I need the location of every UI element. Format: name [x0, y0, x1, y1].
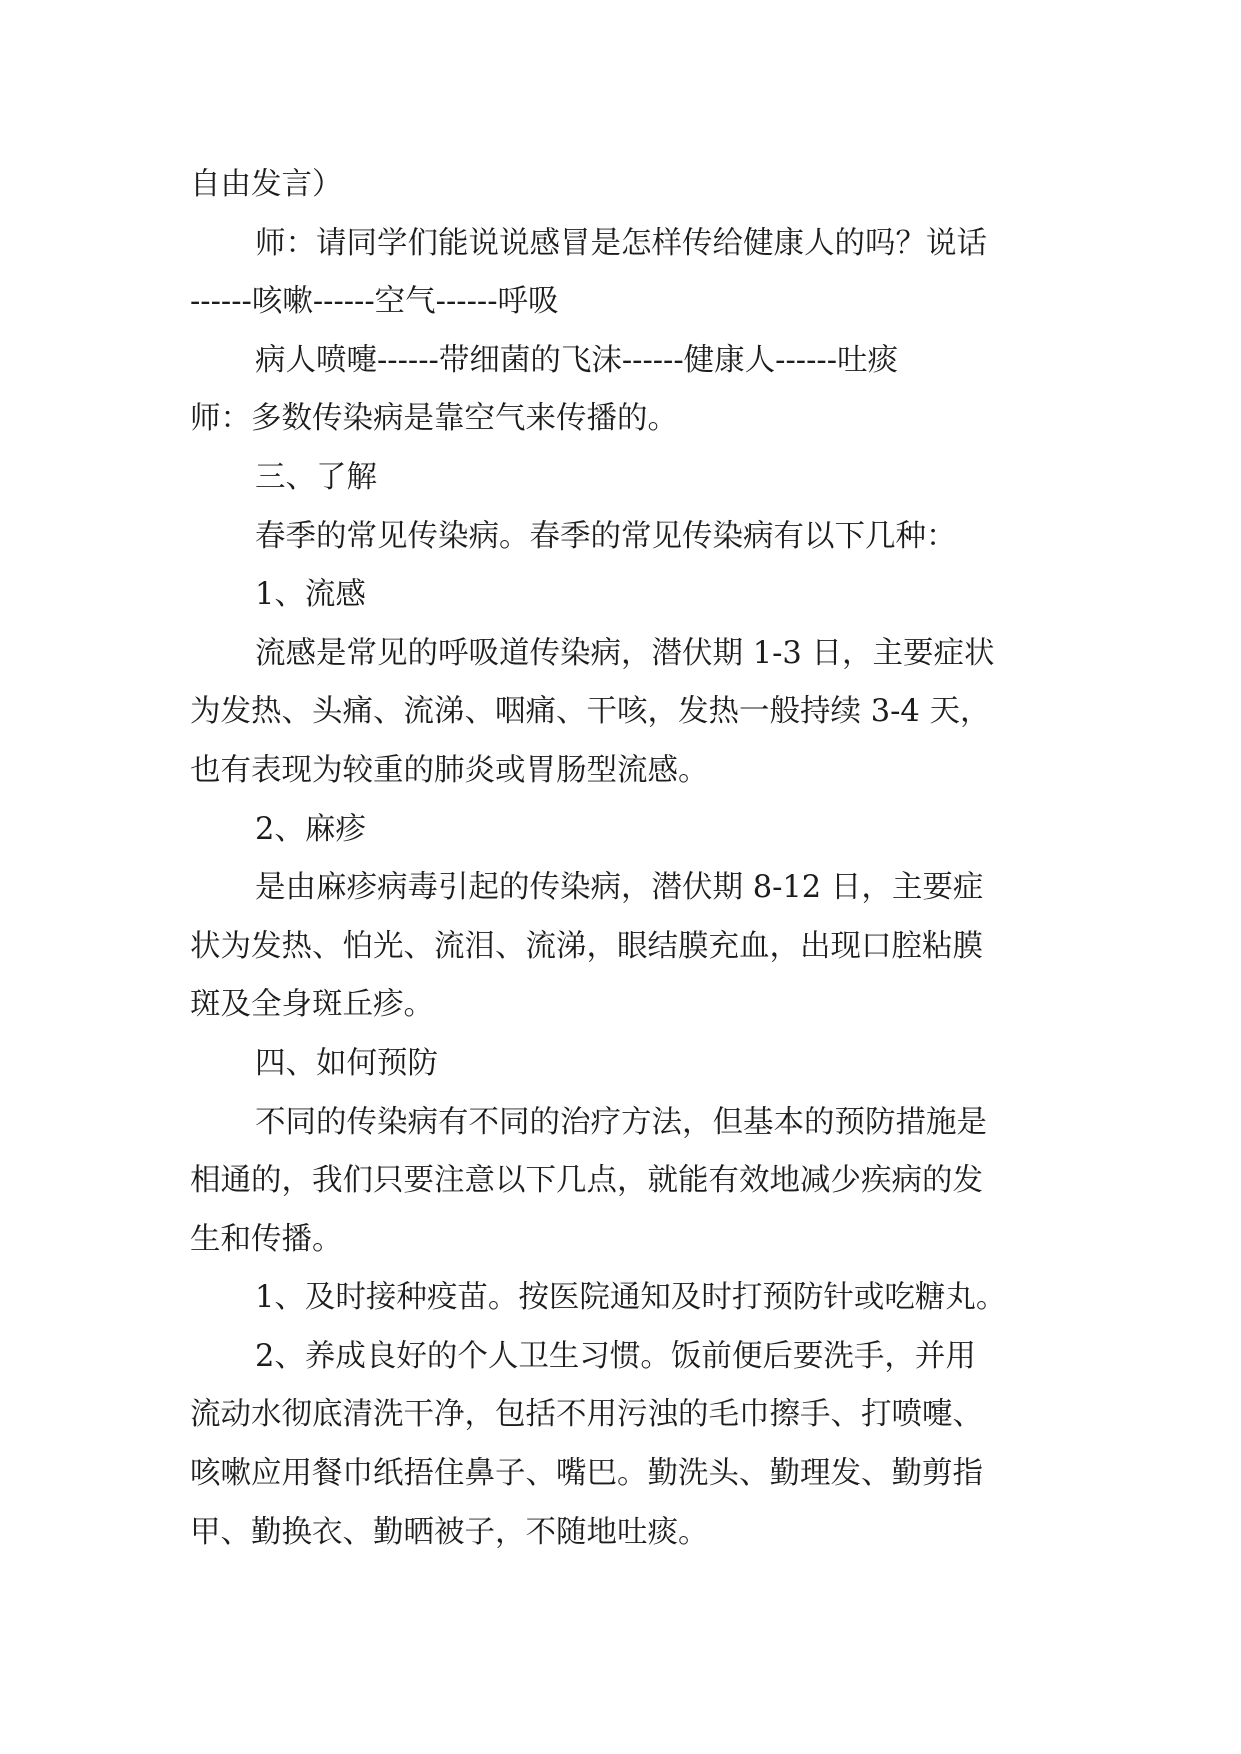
- text-line: 为发热、头痛、流涕、咽痛、干咳，发热一般持续 3-4 天，: [190, 694, 991, 730]
- text-line: 春季的常见传染病。春季的常见传染病有以下几种：: [255, 518, 957, 554]
- text-line: 1、及时接种疫苗。按医院通知及时打预防针或吃糖丸。: [255, 1280, 1007, 1316]
- document-body: [190, 156, 1052, 1562]
- text-line: 师：请同学们能说说感冒是怎样传给健康人的吗？说话: [255, 225, 987, 261]
- text-line: 也有表现为较重的肺炎或胃肠型流感。: [190, 752, 709, 788]
- text-line: 2、养成良好的个人卫生习惯。饭前便后要洗手，并用: [255, 1338, 976, 1374]
- text-line: 咳嗽应用餐巾纸捂住鼻子、嘴巴。勤洗头、勤理发、勤剪指: [190, 1456, 983, 1492]
- text-line: 自由发言）: [190, 167, 343, 202]
- text-line: 相通的，我们只要注意以下几点，就能有效地减少疾病的发: [190, 1163, 983, 1199]
- text-line: 生和传播。: [190, 1221, 343, 1257]
- text-line: 流动水彻底清洗干净，包括不用污浊的毛巾擦手、打喷嚏、: [190, 1397, 983, 1433]
- text-line: 斑及全身斑丘疹。: [190, 987, 434, 1023]
- text-line: 病人喷嚏------带细菌的飞沫------健康人------吐痰: [255, 342, 899, 378]
- text-line: 师：多数传染病是靠空气来传播的。: [190, 401, 678, 437]
- section-heading: 三、了解: [255, 459, 377, 495]
- text-line: ------咳嗽------空气------呼吸: [190, 284, 559, 320]
- text-line: 流感是常见的呼吸道传染病，潜伏期 1-3 日，主要症状: [255, 635, 995, 671]
- subsection-heading: 2、麻疹: [255, 811, 366, 847]
- text-line: 甲、勤换衣、勤晒被子，不随地吐痰。: [190, 1514, 709, 1550]
- text-line: 不同的传染病有不同的治疗方法，但基本的预防措施是: [255, 1104, 987, 1140]
- text-line: 状为发热、怕光、流泪、流涕，眼结膜充血，出现口腔粘膜: [190, 928, 983, 964]
- subsection-heading: 1、流感: [255, 577, 366, 613]
- section-heading: 四、如何预防: [255, 1045, 438, 1081]
- text-line: 是由麻疹病毒引起的传染病，潜伏期 8-12 日，主要症: [255, 870, 984, 906]
